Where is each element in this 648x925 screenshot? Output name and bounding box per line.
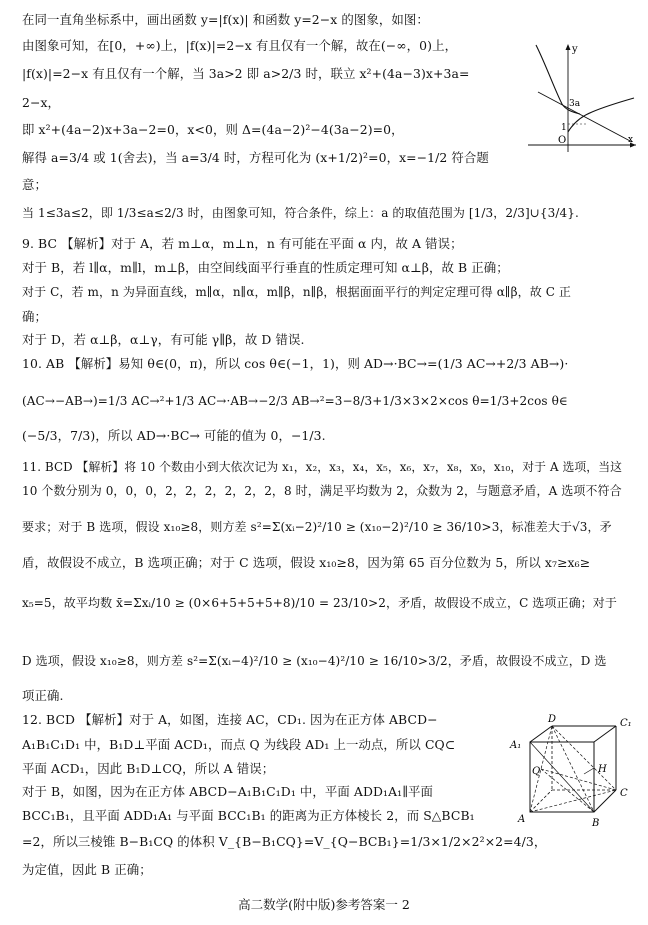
q9-line-1: 9. BC 【解析】对于 A，若 m⊥α，m⊥n，n 有可能在平面 α 内，故 A 错误； — [22, 236, 463, 251]
cube-label-A: A — [518, 814, 526, 825]
text-line-7: 意； — [22, 177, 47, 192]
q11-line-7: 项正确. — [22, 688, 64, 703]
cube-label-C1: C₁ — [620, 718, 632, 729]
cube-label-B: B — [592, 818, 600, 829]
function-graph — [528, 40, 640, 152]
q10-line-3: (−5/3，7/3)，所以 AD→·BC→ 可能的值为 0，−1/3. — [22, 428, 326, 443]
q12-line-1: 12. BCD 【解析】对于 A，如图，连接 AC，CD₁. 因为在正方体 ABCD− — [22, 712, 438, 727]
q9-line-3: 对于 C，若 m，n 为异面直线，m∥α，n∥α，m∥β，n∥β，根据面面平行的判定定理可得 α∥β，故 C 正 — [22, 285, 572, 299]
cube-figure — [508, 712, 640, 834]
text-line-2: 由图象可知，在[0，+∞)上，|f(x)|=2−x 有且仅有一个解，故在(−∞，0)上， — [22, 38, 458, 53]
q11-line-3: 要求；对于 B 选项，假设 x₁₀≥8，则方差 s²=Σ(xᵢ−2)²/10 ≥ (x₁₀−2)²/10 ≥ 36/10>3，标准差大于√3，矛 — [22, 520, 612, 534]
cube-label-A1: A₁ — [510, 740, 522, 751]
q11-line-5: x₅=5，故平均数 x̄=Σxᵢ/10 ≥ (0×6+5+5+5+8)/10 = 23/10>2，矛盾，故假设不成立，C 选项正确；对于 — [22, 596, 617, 610]
q12-line-4: 对于 B，如图，因为在正方体 ABCD−A₁B₁C₁D₁ 中，平面 ADD₁A₁∥平面 — [22, 784, 434, 799]
q12-line-5: BCC₁B₁，且平面 ADD₁A₁ 与平面 BCC₁B₁ 的距离为正方体棱长 2，而 S△BCB₁ — [22, 808, 475, 823]
page-footer: 高二数学(附中版)参考答案一 2 — [238, 897, 410, 912]
q12-line-6: =2，所以三棱锥 B−B₁CQ 的体积 V_{B−B₁CQ}=V_{Q−BCB₁}=1/3×1/2×2²×2=4/3， — [22, 834, 547, 849]
cube-label-Q: Q — [532, 766, 541, 777]
graph-label-y: y — [572, 44, 578, 55]
q11-line-2: 10 个数分别为 0，0，0，2，2，2，2，2，2，8 时，满足平均数为 2，众数为 2，与题意矛盾，A 选项不符合 — [22, 483, 622, 498]
q10-line-2: (AC→−AB→)=1/3 AC→²+1/3 AC→·AB→−2/3 AB→²=3−8/3+1/3×3×2×cos θ=1/3+2cos θ∈ — [22, 394, 568, 408]
q9-line-5: 对于 D，若 α⊥β，α⊥γ，有可能 γ∥β，故 D 错误. — [22, 332, 305, 347]
text-line-6: 解得 a=3/4 或 1(舍去)，当 a=3/4 时，方程可化为 (x+1/2)²=0，x=−1/2 符合题 — [22, 150, 489, 165]
cube-label-C: C — [620, 788, 628, 799]
graph-label-3a: 3a — [569, 99, 581, 109]
q12-line-7: 为定值，因此 B 正确； — [22, 862, 152, 877]
text-line-1: 在同一直角坐标系中，画出函数 y=|f(x)| 和函数 y=2−x 的图象，如图： — [22, 12, 429, 27]
text-line-8: 当 1≤3a≤2，即 1/3≤a≤2/3 时，由图象可知，符合条件，综上：a 的取值范围为 [1/3，2/3]∪{3/4}. — [22, 206, 579, 220]
cube-label-H: H — [598, 764, 607, 775]
q9-line-2: 对于 B，若 l∥α，m∥l，m⊥β，由空间线面平行垂直的性质定理可知 α⊥β，故 B 正确； — [22, 260, 509, 275]
q10-line-1: 10. AB 【解析】易知 θ∈(0，π)，所以 cos θ∈(−1，1)，则 AD→·BC→=(1/3 AC→+2/3 AB→)· — [22, 356, 569, 371]
text-line-4: 2−x， — [22, 95, 61, 110]
q12-line-2: A₁B₁C₁D₁ 中，B₁D⊥平面 ACD₁，而点 Q 为线段 AD₁ 上一动点，所以 CQ⊂ — [22, 737, 456, 752]
q11-line-1: 11. BCD 【解析】将 10 个数由小到大依次记为 x₁，x₂，x₃，x₄，x₅，x₆，x₇，x₈，x₉，x₁₀，对于 A 选项，当这 — [22, 460, 623, 474]
graph-label-x: x — [628, 135, 634, 145]
q9-line-4: 确； — [22, 309, 47, 324]
cube-label-D: D — [548, 714, 557, 725]
q11-line-6: D 选项，假设 x₁₀≥8，则方差 s²=Σ(xᵢ−4)²/10 ≥ (x₁₀−4)²/10 ≥ 16/10>3/2，矛盾，故假设不成立，D 选 — [22, 654, 607, 668]
text-line-5: 即 x²+(4a−2)x+3a−2=0，x<0，则 Δ=(4a−2)²−4(3a−2)=0， — [22, 122, 404, 137]
q12-line-3: 平面 ACD₁，因此 B₁D⊥CQ，所以 A 错误； — [22, 761, 275, 776]
graph-label-origin: O — [558, 135, 567, 146]
text-line-3: |f(x)|=2−x 有且仅有一个解，当 3a>2 即 a>2/3 时，联立 x²+(4a−3)x+3a= — [22, 66, 470, 81]
q11-line-4: 盾，故假设不成立，B 选项正确；对于 C 选项，假设 x₁₀≥8，因为第 65 百分位数为 5，所以 x₇≥x₆≥ — [22, 555, 591, 570]
graph-label-1: 1 — [561, 123, 567, 133]
